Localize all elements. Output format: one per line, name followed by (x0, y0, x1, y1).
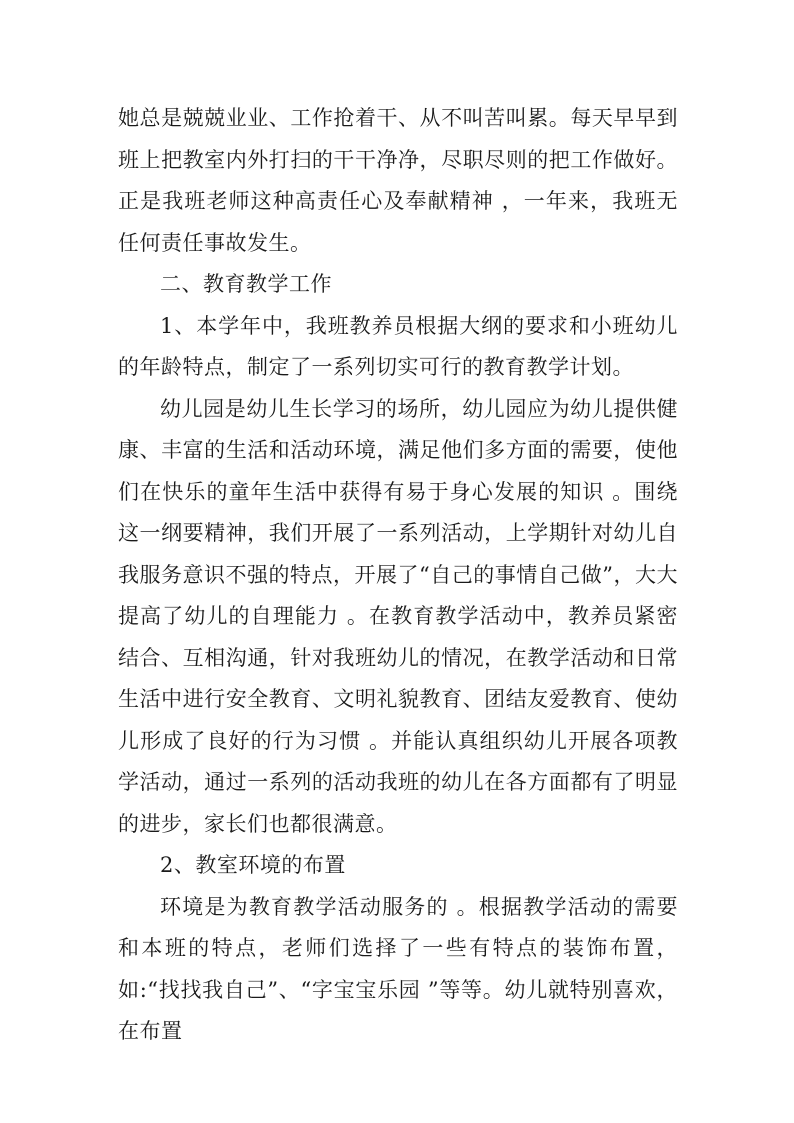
paragraph-teaching-plan: 1、本学年中，我班教养员根据大纲的要求和小班幼儿的年龄特点，制定了一系列切实可行的教育教学计划。 (118, 313, 678, 379)
paragraph-environment-layout: 环境是为教育教学活动服务的 。根据教学活动的需要和本班的特点，老师们选择了一些有特点的装饰布置，如:“找找我自己”、“字宝宝乐园 ”等等。幼儿就特别喜欢，在布置 (118, 894, 678, 1043)
section-heading-teaching-work: 二、教育教学工作 (160, 272, 332, 296)
paragraph-continuation: 她总是兢兢业业、工作抢着干、从不叫苦叫累。每天早早到班上把教室内外打扫的干干净净，尽职尽则的把工作做好。正是我班老师这种高责任心及奉献精神 ，一年来，我班无任何责任事故发生。 (118, 106, 678, 255)
paragraph-kindergarten-activities: 幼儿园是幼儿生长学习的场所，幼儿园应为幼儿提供健康、丰富的生活和活动环境，满足他们多方面的需要，使他们在快乐的童年生活中获得有易于身心发展的知识 。围绕这一纲要精神，我们开展了一系列活动，上学期针对幼儿自我服务意识不强的特点，开展了“自己的事情自己做”，大大提高了幼儿的自理能力 。在教育教学活动中，教养员紧密结合、互相沟通，针对我班幼儿的情况，在教学活动和日常生活中进行安全教育、文明礼貌教育、团结友爱教育、使幼儿形成了良好的行为习惯 。并能认真组织幼儿开展各项教学活动，通过一系列的活动我班的幼儿在各方面都有了明显的进步，家长们也都很满意。 (118, 396, 678, 836)
document-body (118, 98, 678, 1053)
subheading-classroom-environment: 2、教室环境的布置 (160, 853, 346, 877)
